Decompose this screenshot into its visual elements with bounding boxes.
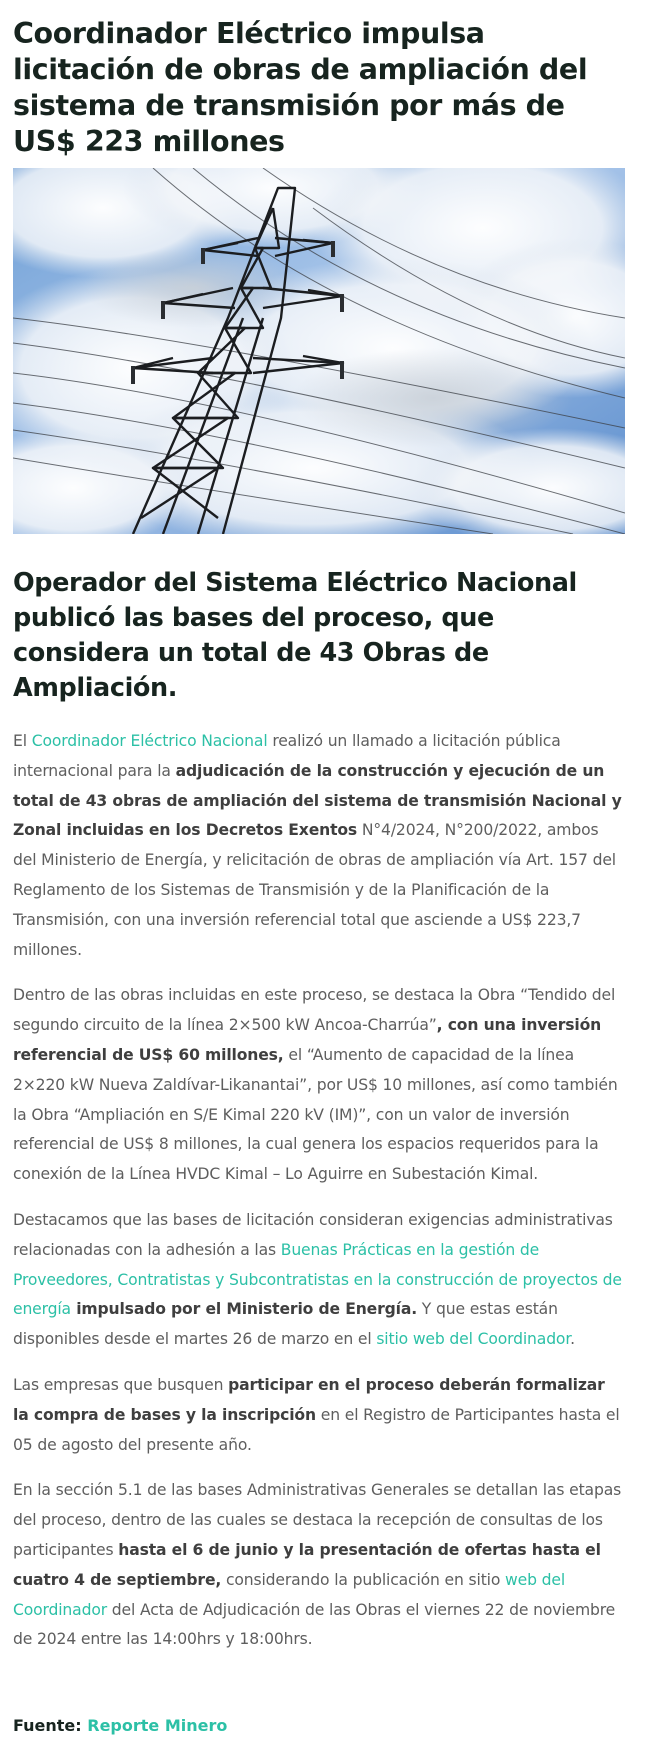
text: Dentro de las obras incluidas en este proceso, se destaca la Obra “Tendido del segundo circuito de la línea 2×500 kW Ancoa-Charrúa” — [13, 986, 616, 1035]
paragraph-5 — [13, 1476, 624, 1655]
transmission-tower-photo — [13, 168, 625, 534]
source-link[interactable]: Reporte Minero — [87, 1716, 228, 1736]
text: N°4/2024, N°200/2022, ambos del Ministerio de Energía, y relicitación de obras de ampliación vía Art. 157 del Reglamento de los Sistemas de Transmisión y de la Planificación de la Transmisión, con una inversión referencial total que asciende a US$ 223,7 millones. — [13, 821, 616, 959]
bold-text: adjudicación de la construcción y ejecución de un total de 43 obras de ampliación del sistema de transmisión Nacional y Zonal incluidas en los Decretos Exentos — [13, 761, 622, 840]
sitio-web-link[interactable]: sitio web del Coordinador — [376, 1330, 571, 1349]
paragraph-1 — [13, 727, 624, 965]
source-line — [13, 1713, 624, 1739]
hero-image — [13, 168, 625, 534]
text: Las empresas que busquen — [13, 1375, 229, 1394]
text: Destacamos que las bases de licitación consideran exigencias administrativas relacionadas con la adhesión a las — [13, 1210, 613, 1259]
bold-text: impulsado por el Ministerio de Energía. — [70, 1300, 417, 1319]
paragraph-2 — [13, 981, 624, 1190]
bold-text: participar en el proceso deberán formalizar la compra de bases y la inscripción — [13, 1375, 605, 1424]
paragraph-4 — [13, 1371, 624, 1460]
text: El — [13, 732, 32, 750]
source-label: Fuente: — [13, 1716, 82, 1736]
web-coordinador-link[interactable]: web del Coordinador — [13, 1570, 566, 1619]
article-subtitle: Operador del Sistema Eléctrico Nacional publicó las bases del proceso, que considera un total de 43 Obras de Ampliación. — [13, 568, 577, 703]
bold-text: hasta el 6 de junio y la presentación de ofertas hasta el cuatro 4 de septiembre, — [13, 1540, 601, 1589]
text: realizó un llamado a licitación pública internacional para la — [13, 732, 561, 780]
article-title: Coordinador Eléctrico impulsa licitación de obras de ampliación del sistema de transmisión por más de US$ 223 millones — [13, 17, 588, 158]
text: En la sección 5.1 de las bases Administrativas Generales se detallan las etapas del proceso, dentro de las cuales se destaca la recepción de consultas de los participantes — [13, 1481, 622, 1559]
text: Y que estas están disponibles desde el martes 26 de marzo en el — [13, 1300, 558, 1349]
text: el “Aumento de capacidad de la línea 2×220 kW Nueva Zaldívar-Likanantai”, por US$ 10 millones, así como también la Obra “Ampliación en S/E Kimal 220 kV (IM)”, con un valor de inversión referencial de US$ 8 millones, la cual genera los espacios requeridos para la conexión de la Línea HVDC Kimal – Lo Aguirre en Subestación Kimal. — [13, 1045, 618, 1184]
paragraph-3 — [13, 1206, 624, 1355]
text: considerando la publicación en sitio — [221, 1570, 506, 1589]
text: en el Registro de Participantes hasta el 05 de agosto del presente año. — [13, 1405, 620, 1454]
coordinador-link[interactable]: Coordinador Eléctrico Nacional — [31, 732, 268, 750]
bold-text: , con una inversión referencial de US$ 60 millones, — [13, 1016, 602, 1064]
buenas-practicas-link[interactable]: Buenas Prácticas en la gestión de Proveedores, Contratistas y Subcontratistas en la construcción de proyectos de energía — [13, 1240, 622, 1319]
text: . — [570, 1330, 575, 1349]
text: del Acta de Adjudicación de las Obras el viernes 22 de noviembre de 2024 entre las 14:00hrs y 18:00hrs. — [13, 1600, 616, 1649]
